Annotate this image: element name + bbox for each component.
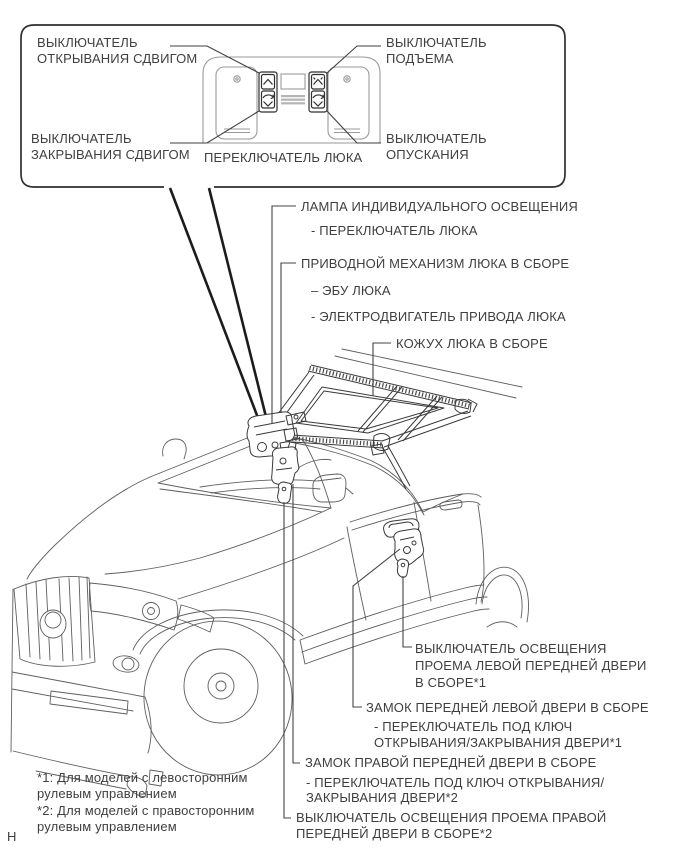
slide-open-button bbox=[262, 75, 275, 90]
front-wheel-arch bbox=[133, 610, 303, 654]
side-mirror bbox=[313, 474, 353, 502]
sunroof-rear-member bbox=[382, 411, 471, 447]
label-right-lock: ЗАМОК ПРАВОЙ ПЕРЕДНЕЙ ДВЕРИ В СБОРЕ bbox=[305, 755, 597, 770]
label-drive-unit-sub2: - ЭЛЕКТРОДВИГАТЕЛЬ ПРИВОДА ЛЮКА bbox=[311, 309, 566, 324]
fog-lamp-pocket bbox=[112, 654, 140, 673]
label-left-courtesy-switch bbox=[415, 640, 647, 691]
pointer-line-left bbox=[170, 188, 263, 431]
leader-left-courtesy-switch bbox=[403, 576, 412, 647]
label-slide-close-switch bbox=[31, 131, 190, 163]
slide-arrow-icon bbox=[263, 95, 274, 106]
left-door-courtesy-switch-part bbox=[397, 559, 408, 577]
brand-emblem-icon bbox=[40, 610, 66, 638]
footnote-line: *1: Для моделей с левосторонним bbox=[37, 770, 248, 785]
label-line: ВЫКЛЮЧАТЕЛЬ bbox=[37, 35, 138, 50]
far-mirror bbox=[163, 439, 187, 459]
label-map-lamp-sub: - ПЕРЕКЛЮЧАТЕЛЬ ЛЮКА bbox=[311, 223, 478, 238]
label-left-key-switch bbox=[374, 719, 622, 750]
front-wheel-rim bbox=[184, 649, 258, 723]
label-line: ЗАКРЫВАНИЯ СДВИГОМ bbox=[31, 147, 190, 162]
chevron-up-icon bbox=[264, 80, 273, 85]
leader-down bbox=[327, 111, 381, 143]
drive-screw bbox=[294, 415, 298, 419]
callout-box bbox=[21, 25, 565, 433]
headlight-bulb bbox=[148, 608, 155, 615]
label-line: ОТКРЫВАНИЯ/ЗАКРЫВАНИЯ ДВЕРИ*1 bbox=[374, 734, 623, 750]
label-down-switch bbox=[386, 131, 487, 163]
fog-lamp bbox=[122, 658, 134, 670]
label-up-switch bbox=[386, 35, 487, 67]
label-map-lamp: ЛАМПА ИНДИВИДУАЛЬНОГО ОСВЕЩЕНИЯ bbox=[301, 199, 578, 214]
label-drive-unit-sub1: – ЭБУ ЛЮКА bbox=[311, 283, 391, 298]
tilt-up-arrow-icon bbox=[314, 78, 323, 85]
console-vent-stripes bbox=[281, 95, 305, 104]
label-line: ВЫКЛЮЧАТЕЛЬ bbox=[31, 131, 132, 146]
label-slide-open-switch bbox=[37, 35, 197, 67]
footnote-line: *2: Для моделей с правосторонним bbox=[37, 803, 255, 818]
overhead-console-drawing bbox=[203, 57, 380, 143]
leader-map-lamp bbox=[272, 206, 296, 423]
sunroof-drain-hose bbox=[383, 446, 410, 489]
sunroof-switch-pods bbox=[259, 72, 327, 112]
sunroof-opening-frame bbox=[296, 387, 444, 433]
leader-drive-unit bbox=[281, 263, 296, 413]
label-line: ПРОЕМА ЛЕВОЙ ПЕРЕДНЕЙ ДВЕРИ bbox=[415, 658, 647, 673]
headlight-lens bbox=[143, 603, 160, 620]
label-line: ПЕРЕДНЕЙ ДВЕРИ В СБОРЕ*2 bbox=[296, 825, 493, 841]
right-door-courtesy-switch-part bbox=[278, 482, 292, 503]
tilt-arrow-icon bbox=[313, 95, 324, 106]
hood-lines bbox=[27, 477, 344, 599]
leader-right-courtesy-switch bbox=[284, 502, 291, 818]
left-lamp-lens-dot bbox=[236, 78, 238, 80]
console-right-panel bbox=[328, 67, 369, 139]
label-line: - ПЕРЕКЛЮЧАТЕЛЬ ПОД КЛЮЧ ОТКРЫВАНИЯ/ bbox=[306, 775, 605, 790]
label-panel-caption: ПЕРЕКЛЮЧАТЕЛЬ ЛЮКА bbox=[204, 150, 363, 165]
label-line: ЗАКРЫВАНИЯ ДВЕРИ*2 bbox=[306, 790, 459, 805]
door-parts-drawing bbox=[272, 442, 424, 577]
label-right-courtesy-switch bbox=[296, 810, 606, 841]
label-line: - ПЕРЕКЛЮЧАТЕЛЬ ПОД КЛЮЧ bbox=[374, 719, 573, 734]
label-line: ОПУСКАНИЯ bbox=[386, 147, 469, 162]
bumper-lines bbox=[11, 589, 163, 797]
footnote-line: рулевым управлением bbox=[37, 786, 177, 801]
left-lamp-lens-icon bbox=[234, 76, 240, 82]
label-left-lock: ЗАМОК ПЕРЕДНЕЙ ЛЕВОЙ ДВЕРИ В СБОРЕ bbox=[366, 700, 649, 715]
front-tire bbox=[136, 614, 299, 783]
right-lamp-lens-icon bbox=[344, 76, 350, 82]
label-right-key-switch bbox=[306, 775, 604, 805]
leader-left-lock bbox=[353, 549, 400, 707]
footnote-line: рулевым управлением bbox=[37, 819, 177, 834]
roof-lines bbox=[262, 349, 522, 515]
label-line: ОТКРЫВАНИЯ СДВИГОМ bbox=[37, 51, 198, 66]
label-line: ВЫКЛЮЧАТЕЛЬ ОСВЕЩЕНИЯ ПРОЕМА ПРАВОЙ bbox=[296, 810, 607, 825]
right-lamp-lens-dot bbox=[346, 78, 348, 80]
footnote-2 bbox=[37, 803, 254, 835]
page-marker: Н bbox=[7, 829, 17, 844]
front-wheel-hub bbox=[216, 681, 226, 691]
rear-door-handle bbox=[440, 500, 462, 510]
leader-right-lock bbox=[293, 484, 300, 763]
label-drive-unit: ПРИВОДНОЙ МЕХАНИЗМ ЛЮКА В СБОРЕ bbox=[301, 256, 570, 271]
label-line: В СБОРЕ*1 bbox=[415, 675, 487, 690]
footnote-1 bbox=[37, 770, 248, 802]
label-line: ВЫКЛЮЧАТЕЛЬ ОСВЕЩЕНИЯ bbox=[415, 641, 607, 656]
tilt-up-button bbox=[312, 75, 325, 90]
front-wheel-rim-inner bbox=[208, 673, 234, 699]
label-line: ВЫКЛЮЧАТЕЛЬ bbox=[386, 131, 487, 146]
label-housing: КОЖУХ ЛЮКА В СБОРЕ bbox=[396, 336, 548, 351]
console-center-box bbox=[281, 74, 305, 89]
label-line: ПОДЪЕМА bbox=[386, 51, 454, 66]
label-line: ВЫКЛЮЧАТЕЛЬ bbox=[386, 35, 487, 50]
